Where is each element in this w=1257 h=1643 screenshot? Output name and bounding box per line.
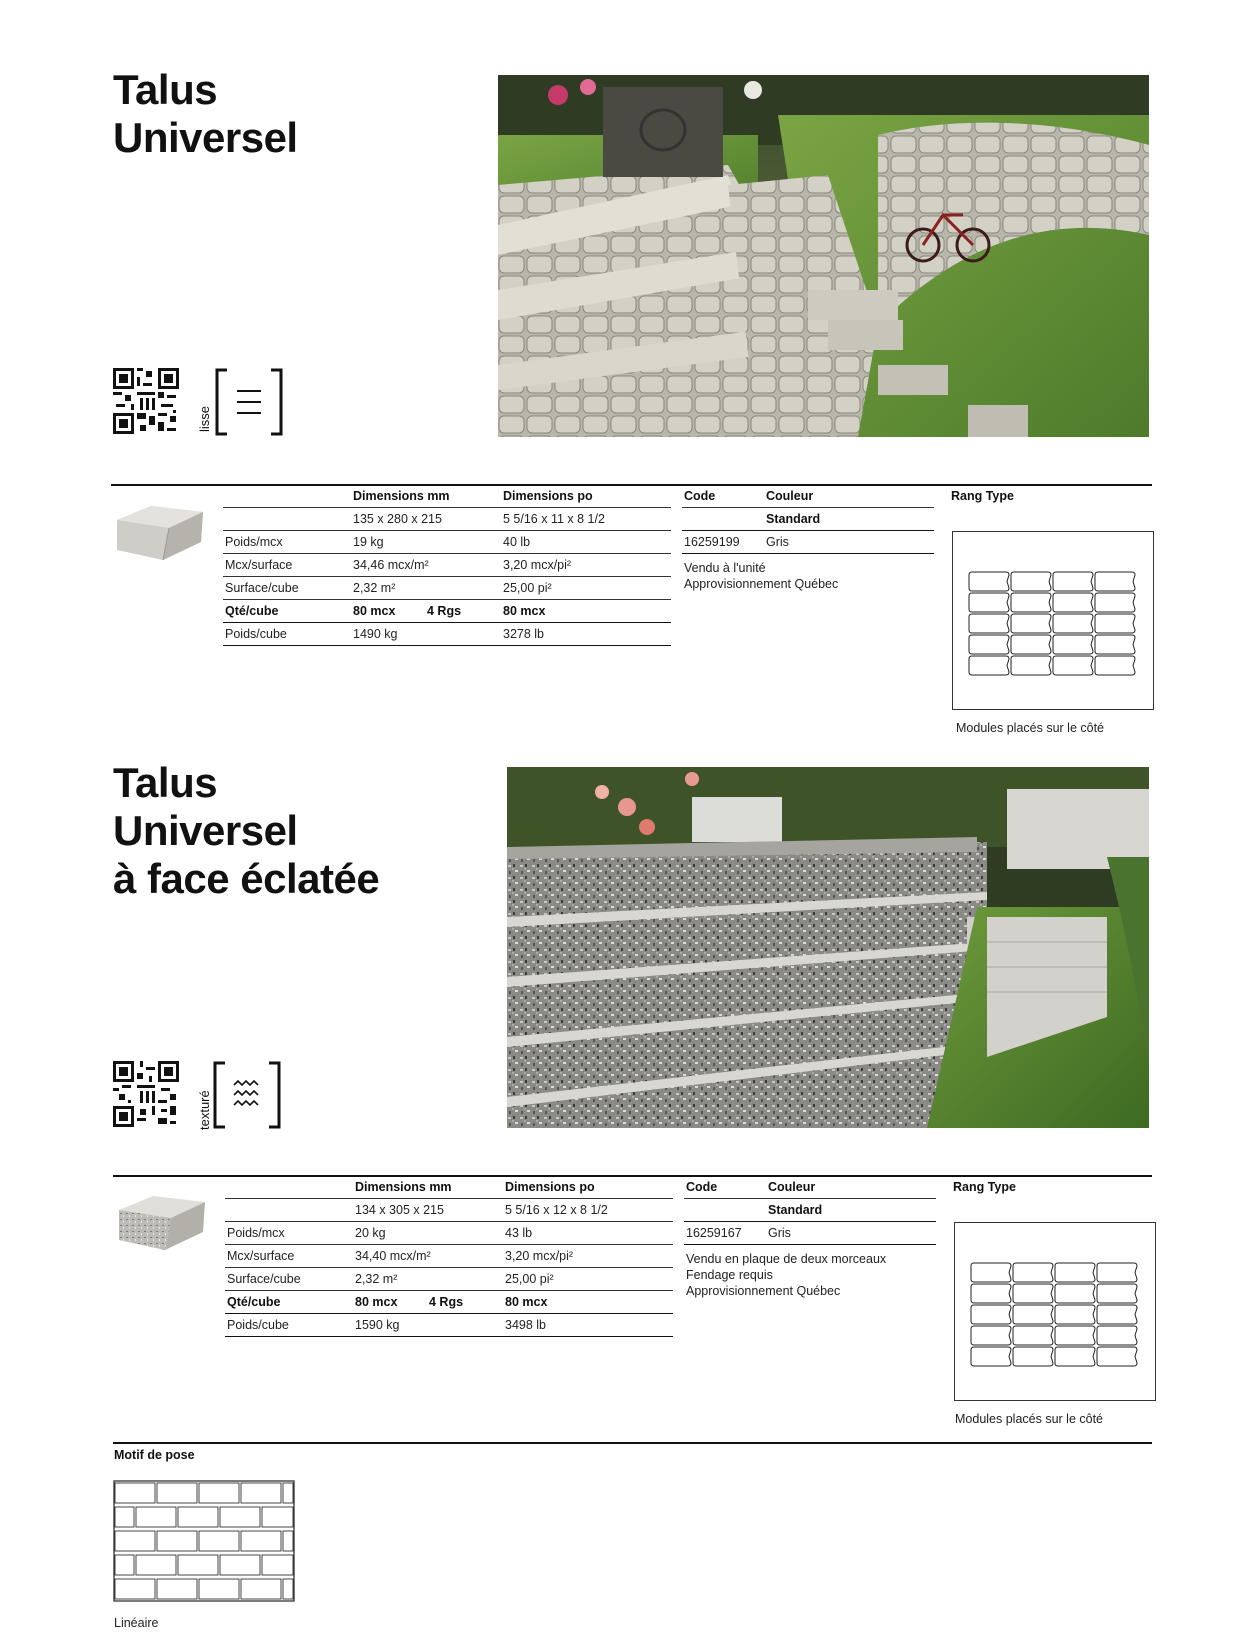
rang-block — [1013, 1305, 1053, 1324]
rang-block — [1095, 572, 1135, 591]
motif-block — [241, 1483, 281, 1503]
row-po: 3,20 mcx/pi² — [501, 554, 671, 577]
motif-block — [262, 1507, 293, 1527]
motif-block — [157, 1531, 197, 1551]
rang-block — [1097, 1326, 1137, 1345]
motif-block — [220, 1555, 260, 1575]
product2-title-line3: à face éclatée — [113, 855, 380, 902]
finish-label: texturé — [197, 1090, 212, 1130]
rang-block — [1011, 614, 1051, 633]
motif-block — [115, 1579, 155, 1599]
motif-block — [178, 1555, 218, 1575]
motif-block — [199, 1579, 239, 1599]
product1-title-line1: Talus — [113, 66, 218, 113]
motif-block — [262, 1555, 293, 1575]
product2-title-line1: Talus — [113, 759, 218, 806]
rang-block — [969, 572, 1009, 591]
rang-block — [1013, 1347, 1053, 1366]
rang-block — [971, 1263, 1011, 1282]
col-header-couleur: Couleur — [764, 485, 934, 508]
note: Vendu en plaque de deux morceaux — [686, 1252, 887, 1266]
note: Fendage requis — [686, 1268, 773, 1282]
row-po: 43 lb — [503, 1222, 673, 1245]
product2-title — [113, 759, 379, 903]
qty-po: 80 mcx — [501, 600, 671, 623]
product1-title-line2: Universel — [113, 114, 298, 161]
product-color: Gris — [766, 1222, 936, 1245]
rang-block — [1011, 572, 1051, 591]
qty-rgs: 4 Rgs — [427, 1291, 503, 1314]
row-label: Mcx/surface — [223, 554, 351, 577]
row-label: Surface/cube — [225, 1268, 353, 1291]
dims-po: 5 5/16 x 11 x 8 1/2 — [501, 508, 671, 531]
product1-rang-type-diagram — [952, 531, 1154, 710]
motif-block — [115, 1483, 155, 1503]
rang-block — [1011, 635, 1051, 654]
rang-block — [1055, 1263, 1095, 1282]
note: Vendu à l'unité — [684, 561, 766, 575]
motif-block — [115, 1555, 134, 1575]
col-header-code: Code — [684, 1176, 766, 1199]
rang-type-title: Rang Type — [951, 489, 1014, 503]
rang-block — [1011, 656, 1051, 675]
row-label: Mcx/surface — [225, 1245, 353, 1268]
rang-block — [1011, 593, 1051, 612]
product1-title — [113, 66, 298, 162]
row-mm: 34,40 mcx/m² — [353, 1245, 503, 1268]
textured-finish-icon — [213, 1061, 281, 1129]
qty-label: Qté/cube — [223, 600, 351, 623]
product-code: 16259167 — [684, 1222, 766, 1245]
rang-block — [969, 593, 1009, 612]
qty-mm: 80 mcx — [353, 1291, 427, 1314]
rang-block — [1097, 1347, 1137, 1366]
rang-block — [1013, 1284, 1053, 1303]
rang-block — [1053, 656, 1093, 675]
rang-block — [1013, 1326, 1053, 1345]
row-label: Poids/mcx — [225, 1222, 353, 1245]
rang-block — [969, 656, 1009, 675]
rang-block — [1055, 1305, 1095, 1324]
row-po: 25,00 pi² — [501, 577, 671, 600]
standard-label: Standard — [764, 508, 934, 531]
rang-block — [1053, 593, 1093, 612]
product-color: Gris — [764, 531, 934, 554]
motif-caption: Linéaire — [114, 1616, 159, 1630]
row-label: Poids/mcx — [223, 531, 351, 554]
rang-block — [1053, 572, 1093, 591]
note: Approvisionnement Québec — [686, 1284, 841, 1298]
product2-title-line2: Universel — [113, 807, 298, 854]
product2-spec-table — [225, 1176, 673, 1337]
motif-block — [241, 1531, 281, 1551]
col-header-po: Dimensions po — [503, 1176, 673, 1199]
product2-photo — [507, 767, 1149, 1128]
motif-block — [157, 1483, 197, 1503]
rang-block — [971, 1305, 1011, 1324]
smooth-finish-icon — [215, 368, 283, 436]
row-mm: 2,32 m² — [353, 1268, 503, 1291]
motif-block — [283, 1531, 293, 1551]
rang-block — [969, 614, 1009, 633]
col-header-mm: Dimensions mm — [353, 1176, 503, 1199]
poids-cube-label: Poids/cube — [225, 1314, 353, 1337]
rang-block — [1053, 635, 1093, 654]
qr-code-icon[interactable] — [113, 1061, 179, 1127]
qr-code-icon[interactable] — [113, 368, 179, 434]
rang-block — [1097, 1284, 1137, 1303]
poids-cube-mm: 1590 kg — [353, 1314, 503, 1337]
poids-cube-label: Poids/cube — [223, 623, 351, 646]
product1-block-thumbnail — [111, 498, 207, 568]
rang-type-caption: Modules placés sur le côté — [956, 721, 1104, 735]
motif-title: Motif de pose — [114, 1448, 195, 1462]
row-mm: 2,32 m² — [351, 577, 501, 600]
row-po: 25,00 pi² — [503, 1268, 673, 1291]
section-divider — [113, 1442, 1152, 1444]
finish-label: lisse — [197, 405, 212, 432]
motif-block — [199, 1531, 239, 1551]
product1-notes — [684, 560, 838, 592]
col-header-po: Dimensions po — [501, 485, 671, 508]
product-code: 16259199 — [682, 531, 764, 554]
dims-mm: 135 x 280 x 215 — [351, 508, 501, 531]
poids-cube-po: 3498 lb — [503, 1314, 673, 1337]
rang-block — [1097, 1263, 1137, 1282]
product1-spec-table — [223, 485, 671, 646]
product2-rang-type-diagram — [954, 1222, 1156, 1401]
row-po: 3,20 mcx/pi² — [503, 1245, 673, 1268]
rang-block — [1055, 1326, 1095, 1345]
rang-type-title: Rang Type — [953, 1180, 1016, 1194]
rang-block — [1053, 614, 1093, 633]
product2-code-table — [684, 1176, 936, 1245]
qty-po: 80 mcx — [503, 1291, 673, 1314]
rang-block — [1095, 635, 1135, 654]
qty-mm: 80 mcx — [351, 600, 425, 623]
qty-label: Qté/cube — [225, 1291, 353, 1314]
standard-label: Standard — [766, 1199, 936, 1222]
motif-block — [115, 1507, 134, 1527]
rang-block — [1095, 614, 1135, 633]
qty-rgs: 4 Rgs — [425, 600, 501, 623]
motif-block — [136, 1507, 176, 1527]
rang-block — [1095, 656, 1135, 675]
motif-block — [115, 1531, 155, 1551]
motif-block — [283, 1579, 293, 1599]
motif-block — [157, 1579, 197, 1599]
product1-code-table — [682, 485, 934, 554]
col-header-mm: Dimensions mm — [351, 485, 501, 508]
rang-type-caption: Modules placés sur le côté — [955, 1412, 1103, 1426]
product2-block-thumbnail — [113, 1188, 209, 1258]
rang-block — [971, 1347, 1011, 1366]
poids-cube-po: 3278 lb — [501, 623, 671, 646]
motif-block — [199, 1483, 239, 1503]
laying-pattern-diagram — [113, 1480, 295, 1602]
poids-cube-mm: 1490 kg — [351, 623, 501, 646]
rang-block — [1097, 1305, 1137, 1324]
dims-mm: 134 x 305 x 215 — [353, 1199, 503, 1222]
dims-po: 5 5/16 x 12 x 8 1/2 — [503, 1199, 673, 1222]
motif-block — [136, 1555, 176, 1575]
motif-block — [283, 1483, 293, 1503]
col-header-couleur: Couleur — [766, 1176, 936, 1199]
rang-block — [1095, 593, 1135, 612]
rang-block — [1055, 1347, 1095, 1366]
rang-block — [971, 1326, 1011, 1345]
note: Approvisionnement Québec — [684, 577, 839, 591]
product2-notes — [686, 1251, 886, 1299]
row-po: 40 lb — [501, 531, 671, 554]
row-label: Surface/cube — [223, 577, 351, 600]
product1-photo — [498, 75, 1149, 437]
rang-block — [971, 1284, 1011, 1303]
row-mm: 34,46 mcx/m² — [351, 554, 501, 577]
motif-block — [241, 1579, 281, 1599]
row-mm: 19 kg — [351, 531, 501, 554]
rang-block — [969, 635, 1009, 654]
rang-block — [1013, 1263, 1053, 1282]
rang-block — [1055, 1284, 1095, 1303]
col-header-code: Code — [682, 485, 764, 508]
motif-block — [220, 1507, 260, 1527]
row-mm: 20 kg — [353, 1222, 503, 1245]
motif-block — [178, 1507, 218, 1527]
